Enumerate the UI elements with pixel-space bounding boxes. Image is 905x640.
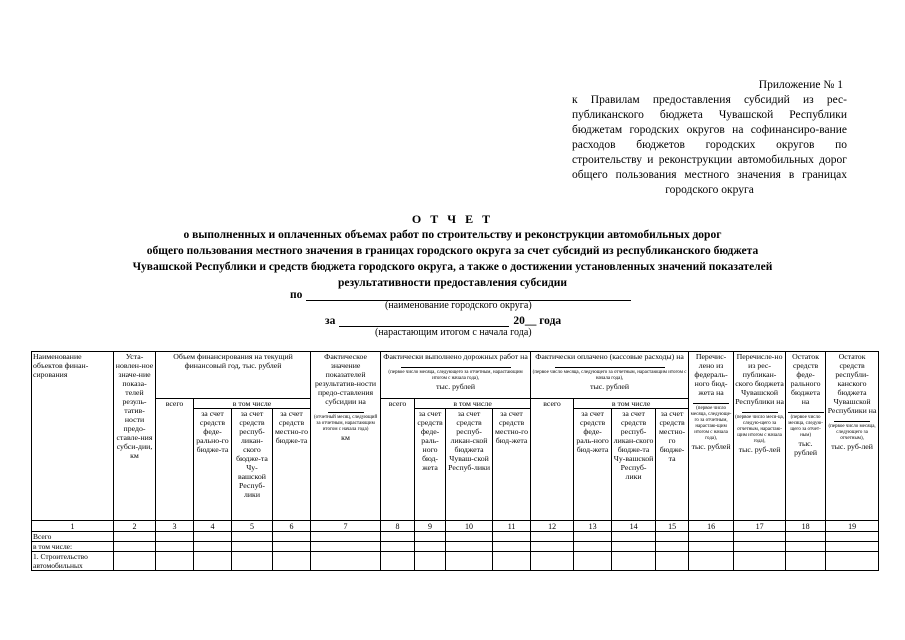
header-funding: Объем финансирования на текущий финансовый год, тыс. рублей [156, 352, 311, 399]
table-cell [381, 552, 415, 571]
za-blank [339, 314, 509, 327]
blank-line [834, 415, 870, 422]
table-cell [415, 552, 446, 571]
done-rep: за счет средств респуб-ликан-ской бюджета Чуваш-ской Респуб-лики [446, 409, 493, 521]
table-cell [446, 552, 493, 571]
table-cell [689, 532, 734, 542]
po-label: по [290, 289, 303, 301]
paid-unit: тыс. рублей [590, 382, 630, 391]
done-fed: за счет средств феде-раль-ного бюд-жета [415, 409, 446, 521]
done-label: Фактически выполнено дорожных работ на [383, 352, 528, 361]
table-cell [493, 542, 531, 552]
header-balance-fed [786, 352, 826, 521]
table-cell [114, 542, 156, 552]
table-cell [786, 532, 826, 542]
col-number: 7 [311, 521, 381, 532]
transfer-rep-label: Перечисле-но из рес-публикан-ского бюджета Чувашской Республики на [735, 352, 784, 406]
po-note: (наименование городского округа) [385, 300, 532, 311]
table-cell [415, 542, 446, 552]
col-number: 17 [734, 521, 786, 532]
table-cell [114, 552, 156, 571]
header-transfer-rep [734, 352, 786, 521]
za-note: (нарастающим итогом с начала года) [375, 327, 532, 338]
blank-line [401, 361, 511, 368]
balance-rep-label: Остаток средств республи-канского бюджета Чувашской Республики на [827, 352, 877, 415]
table-cell [734, 542, 786, 552]
row-label: 1. Строительство автомобильных [32, 552, 114, 571]
table-cell [531, 542, 574, 552]
table-cell [689, 542, 734, 552]
col-number: 15 [656, 521, 689, 532]
appendix-block [572, 78, 847, 198]
table-cell [311, 552, 381, 571]
transfer-fed-label: Перечис-лено из федераль-ного бюд-жета на [694, 352, 728, 397]
table-cell [194, 552, 232, 571]
report-heading-line: общего пользования местного значения в границах городского округа за счет субсидий из республиканского бюджета [146, 245, 759, 257]
table-cell [826, 552, 879, 571]
table-cell [232, 542, 273, 552]
table-cell [786, 542, 826, 552]
table-cell [381, 532, 415, 542]
column-numbers-row [32, 521, 879, 532]
transfer-fed-note: (первое число месяца, следующе-го за отчетным, нарастаю-щим итогом с начала года), [690, 406, 732, 441]
done-unit: тыс. рублей [436, 382, 475, 391]
col-number: 14 [612, 521, 656, 532]
balance-fed-unit: тыс. рублей [794, 439, 817, 457]
table-cell [734, 532, 786, 542]
table-cell [232, 552, 273, 571]
funding-fed: за счет средств феде-рально-го бюдже-та [194, 409, 232, 521]
table-cell [656, 542, 689, 552]
blank-line [328, 406, 364, 413]
balance-rep-unit: тыс. руб-лей [831, 442, 873, 451]
header-name: Наименование объектов финан-сирования [32, 352, 114, 521]
appendix-title: Приложение № 1 [758, 79, 843, 91]
table-cell [493, 532, 531, 542]
paid-note: (первое число месяца, следующего за отчетным, нарастающим итогом с начала года), [532, 370, 687, 381]
col-number: 10 [446, 521, 493, 532]
col-number: 6 [273, 521, 311, 532]
za-year: 20__ года [513, 315, 562, 327]
table-cell [273, 532, 311, 542]
table-cell [531, 552, 574, 571]
paid-label: Фактически оплачено (кассовые расходы) на [535, 352, 684, 361]
transfer-fed-unit: тыс. рублей [691, 442, 731, 451]
row-label: в том числе: [32, 542, 114, 552]
col-number: 4 [194, 521, 232, 532]
actual-value-note: (отчетный месяц, следующий за отчетным, нарастающим итогом с начала года) [313, 415, 378, 432]
transfer-rep-note: (первое число меся-ца, следую-щего за отчетным, нарастаю-щим итогом с начала года), [735, 415, 785, 444]
paid-total: всего [531, 399, 574, 521]
report-heading-line: результативности предоставления субсидии [337, 277, 568, 289]
appendix-body: к Правилам предоставления субсидий из рес-публиканского бюджета Чувашской Республики бюджетам городских округов на софинансиро-вание расходов бюджетов городских округов по строительству и реконструкции автомобильных дорог общего пользования местного значения в границах городского округа [572, 94, 847, 196]
table-row [32, 552, 879, 571]
table-cell [786, 552, 826, 571]
col-number: 9 [415, 521, 446, 532]
paid-loc: за счет средств местно-го бюдже-та [656, 409, 689, 521]
table-cell [311, 532, 381, 542]
blank-line [742, 406, 778, 413]
done-loc: за счет средств местно-го бюд-жета [493, 409, 531, 521]
table-cell [311, 542, 381, 552]
actual-value-label: Фактическое значение показателей результатив-ности предо-ставления субсидии на [315, 352, 377, 406]
header-actual-value [311, 352, 381, 521]
table-row [32, 542, 879, 552]
actual-value-unit: км [341, 433, 350, 442]
paid-incl: в том числе [574, 399, 689, 409]
header-paid [531, 352, 689, 399]
blank-line [788, 406, 824, 413]
table-cell [612, 532, 656, 542]
paid-rep: за счет средств респуб-ликан-ского бюдже-та Чу-вашской Респуб-лики [612, 409, 656, 521]
row-label: Всего [32, 532, 114, 542]
table-cell [381, 542, 415, 552]
col-number: 12 [531, 521, 574, 532]
table-cell [232, 532, 273, 542]
funding-loc: за счет средств местно-го бюдже-та [273, 409, 311, 521]
table-cell [114, 532, 156, 542]
table-cell [574, 552, 612, 571]
col-number: 13 [574, 521, 612, 532]
col-number: 3 [156, 521, 194, 532]
col-number: 18 [786, 521, 826, 532]
table-cell [531, 532, 574, 542]
balance-rep-note: (первое число месяца, следующего за отчетным), [828, 424, 876, 441]
table-cell [612, 552, 656, 571]
report-title: О Т Ч Е Т [411, 212, 494, 226]
table-cell [273, 552, 311, 571]
col-number: 1 [32, 521, 114, 532]
paid-fed: за счет средств феде-раль-ного бюд-жета [574, 409, 612, 521]
blank-line [555, 361, 665, 368]
table-cell [689, 552, 734, 571]
table-cell [826, 542, 879, 552]
funding-total: всего [156, 399, 194, 521]
col-number: 8 [381, 521, 415, 532]
table-cell [156, 532, 194, 542]
table-cell [612, 542, 656, 552]
table-cell [493, 552, 531, 571]
header-done [381, 352, 531, 399]
done-total: всего [381, 399, 415, 521]
table-cell [446, 542, 493, 552]
table-cell [574, 542, 612, 552]
table-cell [273, 542, 311, 552]
za-label: за [325, 315, 336, 327]
balance-fed-label: Остаток средств феде-рального бюджета на [790, 352, 821, 406]
report-heading-line: о выполненных и оплаченных объемах работ по строительству и реконструкции автомобильных дорог [183, 229, 722, 241]
table-row [32, 532, 879, 542]
col-number: 5 [232, 521, 273, 532]
done-note: (первое число месяца, следующего за отчетным, нарастающим итогом с начала года), [388, 370, 523, 381]
col-number: 16 [689, 521, 734, 532]
table-cell [194, 532, 232, 542]
balance-fed-note: (первое число месяца, следую-щего за отчет-ным) [788, 415, 823, 438]
table-cell [156, 542, 194, 552]
table-cell [156, 552, 194, 571]
report-heading-line: Чувашской Республики и средств бюджета городского округа, а также о достижении установленных значений показателей [132, 261, 773, 273]
report-table [31, 351, 879, 571]
header-indicator: Уста-новлен-ное значе-ние показа-телей резуль-татив-ности предо-ставле-ния субси-дии, км [114, 352, 156, 521]
col-number: 2 [114, 521, 156, 532]
header-transfer-fed [689, 352, 734, 521]
funding-incl: в том числе [194, 399, 311, 409]
za-line [325, 314, 561, 327]
table-cell [826, 532, 879, 542]
done-incl: в том числе [415, 399, 531, 409]
header-balance-rep [826, 352, 879, 521]
report-heading [60, 227, 845, 291]
blank-line [693, 397, 729, 404]
table-cell [446, 532, 493, 542]
transfer-rep-unit: тыс. руб-лей [738, 445, 781, 454]
funding-rep: за счет средств респуб-ликан-ского бюдже-та Чу-вашской Респуб-лики [232, 409, 273, 521]
table-cell [656, 552, 689, 571]
table-cell [574, 532, 612, 542]
table-cell [415, 532, 446, 542]
table-cell [194, 542, 232, 552]
col-number: 19 [826, 521, 879, 532]
col-number: 11 [493, 521, 531, 532]
table-cell [734, 552, 786, 571]
table-cell [656, 532, 689, 542]
